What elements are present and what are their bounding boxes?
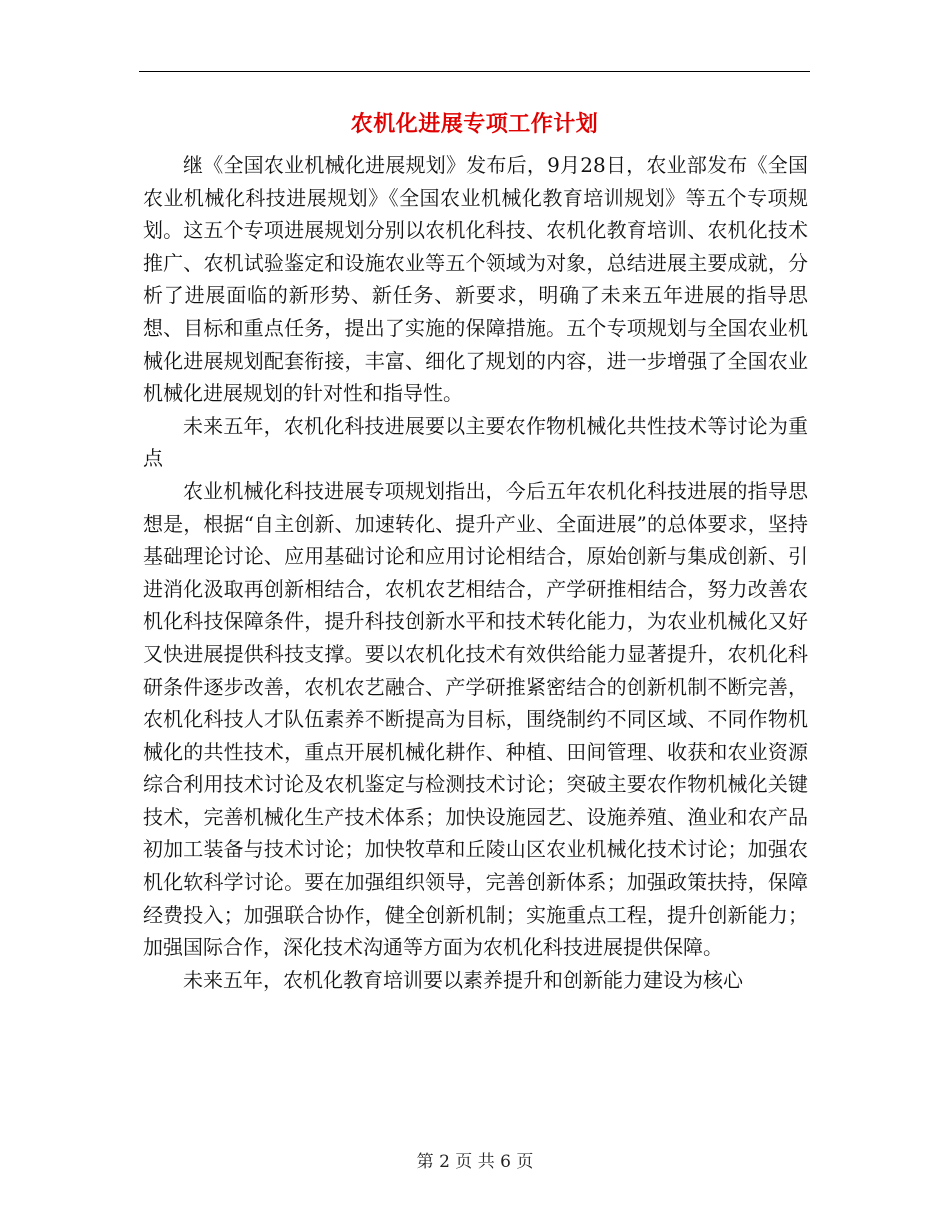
page-footer <box>0 1150 950 1174</box>
page-number: 第 2 页 共 6 页 <box>416 1152 534 1172</box>
paragraph-science-plan: 农业机械化科技进展专项规划指出，今后五年农机化科技进展的指导思想是，根据“自主创新、加速转化、提升产业、全面进展”的总体要求，坚持基础理论讨论、应用基础讨论和应用讨论相结合，原始创新与集成创新、引进消化汲取再创新相结合，农机农艺相结合，产学研推相结合，努力改善农机化科技保障条件，提升科技创新水平和技术转化能力，为农业机械化又好又快进展提供科技支撑。要以农机化技术有效供给能力显著提升，农机化科研条件逐步改善，农机农艺融合、产学研推紧密结合的创新机制不断完善，农机化科技人才队伍素养不断提高为目标，围绕制约不同区域、不同作物机械化的共性技术，重点开展机械化耕作、种植、田间管理、收获和农业资源综合利用技术讨论及农机鉴定与检测技术讨论；突破主要农作物机械化关键技术，完善机械化生产技术体系；加快设施园艺、设施养殖、渔业和农产品初加工装备与技术讨论；加快牧草和丘陵山区农业机械化技术讨论；加强农机化软科学讨论。要在加强组织领导，完善创新体系；加强政策扶持，保障经费投入；加强联合协作，健全创新机制；实施重点工程，提升创新能力；加强国际合作，深化技术沟通等方面为农机化科技进展提供保障。 <box>143 478 808 960</box>
paragraph-education-heading: 未来五年，农机化教育培训要以素养提升和创新能力建设为核心 <box>183 967 743 992</box>
header-rule <box>139 71 810 72</box>
document-title: 农机化进展专项工作计划 <box>350 111 599 137</box>
paragraph-science-heading: 未来五年，农机化科技进展要以主要农作物机械化共性技术等讨论为重点 <box>143 413 808 471</box>
document-body <box>143 149 808 996</box>
paragraph-intro: 继《全国农业机械化进展规划》发布后，9月28日，农业部发布《全国农业机械化科技进展规划》《全国农业机械化教育培训规划》等五个专项规划。这五个专项进展规划分别以农机化科技、农机化教育培训、农机化技术推广、农机试验鉴定和设施农业等五个领域为对象，总结进展主要成就，分析了进展面临的新形势、新任务、新要求，明确了未来五年进展的指导思想、目标和重点任务，提出了实施的保障措施。五个专项规划与全国农业机械化进展规划配套衔接，丰富、细化了规划的内容，进一步增强了全国农业机械化进展规划的针对性和指导性。 <box>143 153 808 406</box>
